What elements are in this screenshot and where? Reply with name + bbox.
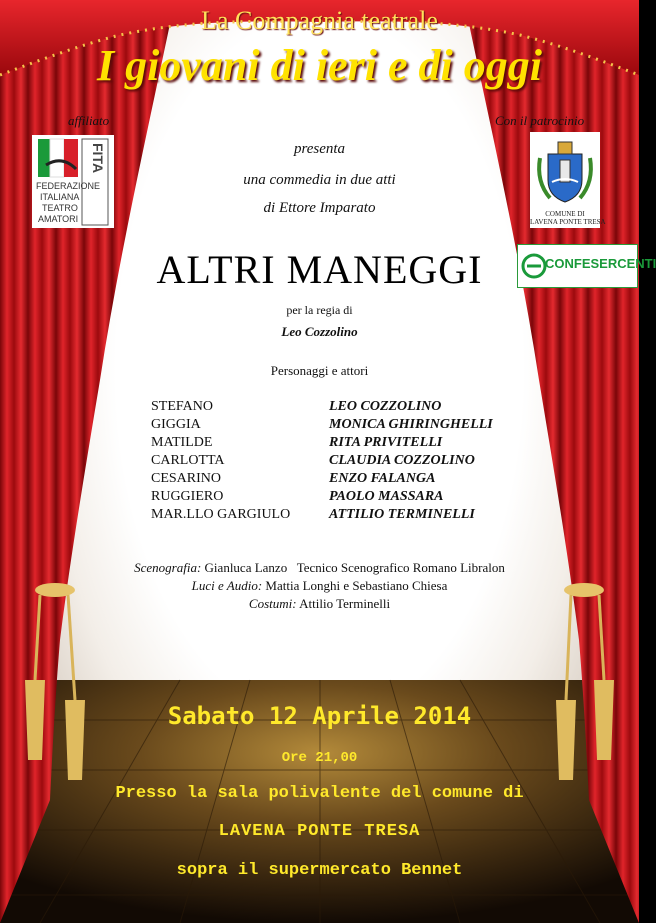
cast-actor: ENZO FALANGA: [329, 471, 436, 486]
costumi-label: Costumi:: [248, 596, 297, 611]
cast-row: [151, 398, 571, 416]
cast-actor: RITA PRIVITELLI: [329, 435, 443, 450]
patrocinio-label: Con il patrocinio: [495, 113, 585, 128]
cast-row: [151, 434, 571, 452]
autore-text: di Ettore Imparato: [263, 200, 376, 216]
cast-role: GIGGIA: [151, 417, 201, 432]
tecnico-name: Romano Libralon: [412, 560, 505, 575]
cast-role: MATILDE: [151, 435, 213, 450]
costumi-name: Attilio Terminelli: [299, 596, 391, 611]
fita-mark: FITA: [90, 143, 106, 174]
regia-label: per la regia di: [286, 303, 353, 317]
event-directions: sopra il supermercato Bennet: [176, 861, 463, 880]
company-label: La Compagnia teatrale: [201, 6, 438, 35]
luci-label: Luci e Audio:: [191, 578, 263, 593]
commedia-text: una commedia in due atti: [243, 172, 396, 188]
fita-line-3: TEATRO: [42, 203, 78, 213]
luci-names: Mattia Longhi e Sebastiano Chiesa: [265, 578, 448, 593]
event-town: LAVENA PONTE TRESA: [218, 822, 421, 841]
event-time: Ore 21,00: [281, 750, 358, 766]
fita-line-1: FEDERAZIONE: [36, 181, 101, 191]
cast-actor: PAOLO MASSARA: [329, 489, 444, 504]
comune-line-1: COMUNE DI: [545, 210, 585, 218]
cast-row: [151, 416, 571, 434]
cast-row: [151, 506, 571, 524]
cast-role: CESARINO: [151, 471, 222, 486]
regista-name: Leo Cozzolino: [281, 324, 358, 339]
event-venue-line: Presso la sala polivalente del comune di: [115, 784, 524, 803]
confesercenti-label: CONFESERCENTI: [545, 256, 656, 271]
tecnico-label: Tecnico Scenografico: [296, 560, 410, 575]
cast-row: [151, 470, 571, 488]
cast-role: MAR.LLO GARGIULO: [151, 507, 291, 522]
cast-role: CARLOTTA: [151, 453, 225, 468]
cast-list: [151, 398, 571, 524]
scenografia-label: Scenografia:: [134, 560, 202, 575]
cast-heading: Personaggi e attori: [270, 363, 369, 378]
cast-actor: MONICA GHIRINGHELLI: [329, 417, 493, 432]
cast-actor: CLAUDIA COZZOLINO: [329, 453, 475, 468]
cast-row: [151, 452, 571, 470]
presenta-text: presenta: [293, 141, 346, 157]
credits-costumi: [0, 596, 639, 612]
cast-role: RUGGIERO: [151, 489, 224, 504]
fita-line-2: ITALIANA: [40, 192, 80, 202]
play-title: ALTRI MANEGGI: [156, 247, 483, 292]
cast-actor: ATTILIO TERMINELLI: [329, 507, 475, 522]
cast-actor: LEO COZZOLINO: [329, 399, 442, 414]
scenografia-name: Gianluca Lanzo: [204, 560, 288, 575]
credits-scenografia: [0, 560, 639, 576]
event-date: Sabato 12 Aprile 2014: [167, 702, 472, 730]
cast-row: [151, 488, 571, 506]
fita-line-4: AMATORI: [38, 214, 79, 224]
cast-role: STEFANO: [151, 399, 213, 414]
credits-luci: [0, 578, 639, 594]
group-title: I giovani di ieri e di oggi: [97, 41, 542, 90]
affiliato-label: affiliato: [68, 113, 110, 128]
comune-line-2: LAVENA PONTE TRESA: [530, 218, 606, 226]
